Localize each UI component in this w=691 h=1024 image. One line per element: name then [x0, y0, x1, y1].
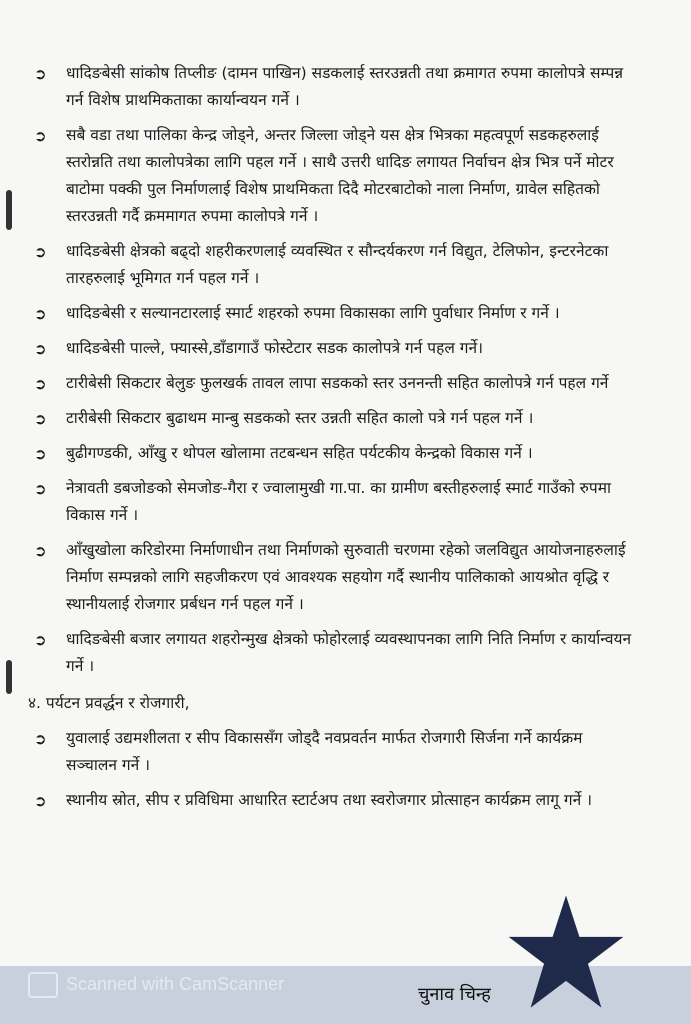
list-item-text: नेत्रावती डबजोङको सेमजोङ-गैरा र ज्वालामुखी गा.पा. का ग्रामीण बस्तीहरुलाई स्मार्ट गाउँको रुपमा विकास गर्ने ।: [66, 479, 611, 524]
list-item: [28, 300, 638, 327]
bullet-arrow-icon: ➲: [34, 65, 47, 83]
list-item: [28, 335, 638, 362]
margin-mark: [6, 190, 12, 230]
bullet-arrow-icon: ➲: [34, 792, 47, 810]
election-symbol-label: चुनाव चिन्ह: [418, 984, 491, 1005]
manifesto-content: [28, 60, 638, 822]
bullet-arrow-icon: ➲: [34, 127, 47, 145]
bullet-arrow-icon: ➲: [34, 410, 47, 428]
list-item-text: धादिङबेसी बजार लगायत शहरोन्मुख क्षेत्रको फोहोरलाई व्यवस्थापनका लागि निति निर्माण र कार्यान्वयन गर्ने ।: [66, 630, 632, 675]
bullet-arrow-icon: ➲: [34, 445, 47, 463]
list-item-text: आँखुखोला करिडोरमा निर्माणाधीन तथा निर्माणको सुरुवाती चरणमा रहेको जलविद्युत आयोजनाहरुलाई निर्माण सम्पन्नको लागि सहजीकरण एवं आवश्यक सहयोग गर्दै स्थानीय पालिकाको आयश्रोत वृद्धि र स्थानीयलाई रोजगार प्रर्बधन गर्न पहल गर्ने ।: [66, 541, 626, 613]
bullet-arrow-icon: ➲: [34, 243, 47, 261]
infrastructure-list: [28, 60, 638, 680]
bullet-arrow-icon: ➲: [34, 375, 47, 393]
list-item: [28, 405, 638, 432]
list-item: [28, 370, 638, 397]
bullet-arrow-icon: ➲: [34, 631, 47, 649]
list-item-text: सबै वडा तथा पालिका केन्द्र जोड्ने, अन्तर जिल्ला जोड्ने यस क्षेत्र भित्रका महत्वपूर्ण सडकहरुलाई स्तरोन्नति तथा कालोपत्रेका लागि पहल गर्ने । साथै उत्तरी धादिङ लगायत निर्वाचन क्षेत्र भित्र पर्ने मोटर बाटोमा पक्की पुल निर्माणलाई विशेष प्राथमिकता दिदै मोटरबाटोको नाला निर्माण, ग्रावेल सहितको स्तरउन्नती गर्दै क्रममागत रुपमा कालोपत्रे गर्ने ।: [66, 126, 614, 225]
list-item-text: टारीबेसी सिकटार बेलुङ फुलखर्क तावल लापा सडकको स्तर उननन्ती सहित कालोपत्रे गर्न पहल गर्ने: [66, 374, 609, 392]
list-item: [28, 440, 638, 467]
list-item: [28, 60, 638, 114]
margin-mark: [6, 660, 12, 694]
list-item: [28, 787, 638, 814]
list-item-text: टारीबेसी सिकटार बुढाथम मान्बु सडकको स्तर उन्नती सहित कालो पत्रे गर्न पहल गर्ने ।: [66, 409, 534, 427]
tourism-employment-list: [28, 725, 638, 814]
bullet-arrow-icon: ➲: [34, 730, 47, 748]
list-item: [28, 725, 638, 779]
bullet-arrow-icon: ➲: [34, 542, 47, 560]
scanner-watermark: [28, 972, 284, 998]
bullet-arrow-icon: ➲: [34, 305, 47, 323]
list-item-text: धादिङबेसी पाल्ले, फ्यास्से,डाँडागाउँ फोस्टेटार सडक कालोपत्रे गर्न पहल गर्ने।: [66, 339, 483, 357]
section-heading: ४. पर्यटन प्रवर्द्धन र रोजगारी,: [28, 694, 190, 712]
list-item: [28, 122, 638, 230]
list-item: [28, 238, 638, 292]
bullet-arrow-icon: ➲: [34, 480, 47, 498]
list-item-text: स्थानीय स्रोत, सीप र प्रविधिमा आधारित स्टार्टअप तथा स्वरोजगार प्रोत्साहन कार्यक्रम लागू गर्ने ।: [66, 791, 592, 809]
list-item-text: धादिङबेसी र सल्यानटारलाई स्मार्ट शहरको रुपमा विकासका लागि पुर्वाधार निर्माण र गर्ने ।: [66, 304, 560, 322]
camscanner-logo-icon: [28, 972, 58, 998]
watermark-text: Scanned with CamScanner: [66, 973, 285, 994]
election-symbol-star-icon: [505, 893, 627, 1015]
list-item-text: धादिङबेसी सांकोष तिप्लीङ (दामन पाखिन) सडकलाई स्तरउन्नती तथा क्रमागत रुपमा कालोपत्रे सम्पन्न गर्न विशेष प्राथमिकताका कार्यान्वयन गर्ने ।: [66, 64, 624, 109]
list-item-text: धादिङबेसी क्षेत्रको बढ्दो शहरीकरणलाई व्यवस्थित र सौन्दर्यकरण गर्न विद्युत, टेलिफोन, इन्टरनेटका तारहरुलाई भूमिगत गर्न पहल गर्ने ।: [66, 242, 609, 287]
list-item: [28, 537, 638, 618]
list-item-text: युवालाई उद्यमशीलता र सीप विकाससँग जोड्दै नवप्रवर्तन मार्फत रोजगारी सिर्जना गर्ने कार्यक्रम सञ्चालन गर्ने ।: [66, 729, 583, 774]
star-shape: [509, 895, 624, 1007]
list-item-text: बुढीगण्डकी, आँखु र थोपल खोलामा तटबन्धन सहित पर्यटकीय केन्द्रको विकास गर्ने ।: [66, 444, 533, 462]
bullet-arrow-icon: ➲: [34, 340, 47, 358]
list-item: [28, 626, 638, 680]
list-item: [28, 475, 638, 529]
